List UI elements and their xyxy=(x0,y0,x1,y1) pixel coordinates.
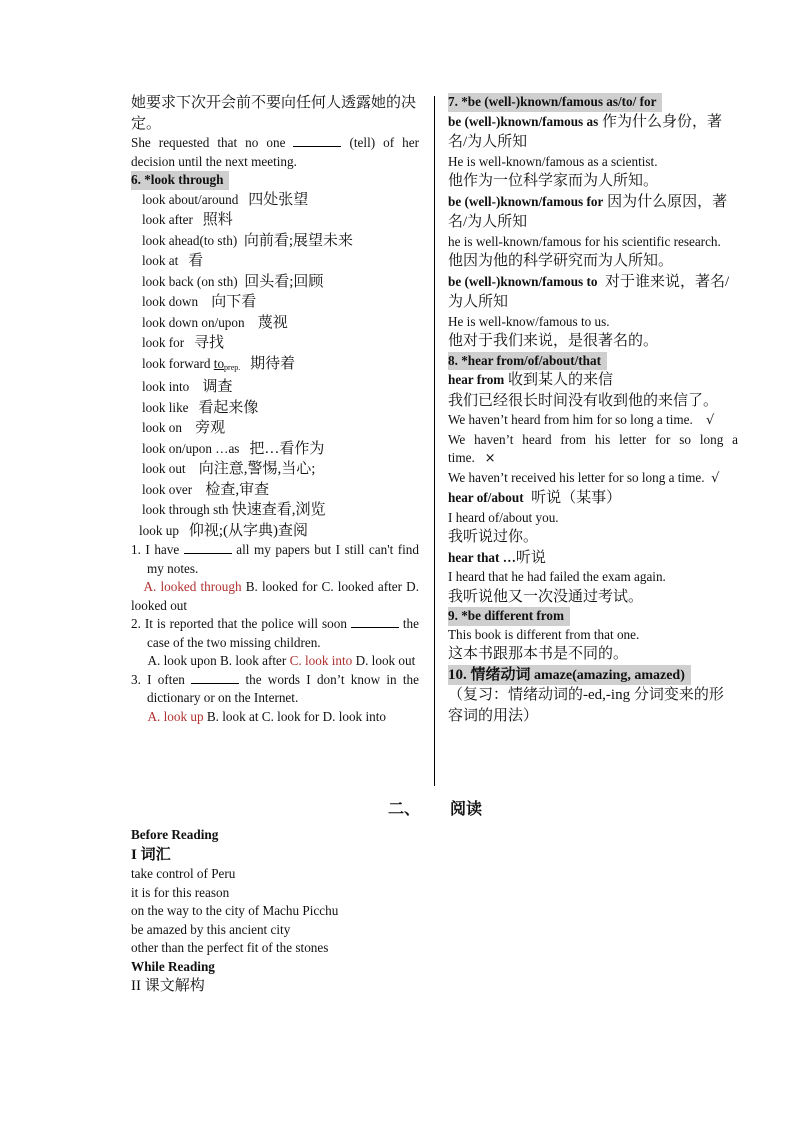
phrase-item: look like 看起来像 xyxy=(142,399,259,416)
heading-hear-from: 8. *hear from/of/about/that xyxy=(448,352,607,371)
phrase-item: look on/upon …as 把…看作为 xyxy=(142,440,325,457)
heading-look-through: 6. *look through xyxy=(131,171,229,190)
check-mark-icon: √ xyxy=(711,470,720,486)
phrase-item: look up 仰视;(从字典)查阅 xyxy=(139,522,308,539)
phrase-list xyxy=(131,190,419,542)
question-3-options: A. look up B. look at C. look for D. look into xyxy=(147,708,386,724)
phrase-item: look into 调查 xyxy=(142,379,233,395)
phrase-item: look on 旁观 xyxy=(142,420,226,436)
phrase-item: look out 向注意,警惕,当心; xyxy=(142,461,316,477)
vocab-item: it is for this reason xyxy=(131,884,230,900)
before-reading-heading: Before Reading xyxy=(131,827,219,842)
check-mark-icon: √ xyxy=(705,413,715,428)
phrase-item: look down 向下看 xyxy=(142,294,257,310)
vocab-item: take control of Peru xyxy=(131,866,236,881)
example-cn: 他对于我们来说，是很著名的。 xyxy=(448,333,659,349)
phrase-item: look for 寻找 xyxy=(142,335,225,351)
vocab-item: be amazed by this ancient city xyxy=(131,921,291,937)
example-en: He is well-know/famous to us. xyxy=(448,313,610,329)
question-3: 3. I often the words I don’t know in the dictionary or on the Internet. xyxy=(131,671,420,705)
review-note: （复习：情绪动词的-ed,-ing 分词变来的形容词的用法） xyxy=(448,687,724,724)
question-2: 2. It is reported that the police will soon the case of the two missing children. xyxy=(131,616,420,650)
sentence-correct: We haven’t heard from him for so long a time. √ xyxy=(448,412,715,428)
answer-blank xyxy=(351,615,399,628)
vocab-item: other than the perfect fit of the stones xyxy=(131,940,329,955)
vocab-item: on the way to the city of Machu Picchu xyxy=(131,903,339,918)
correct-answer: A. look up xyxy=(147,708,204,724)
question-2-options: A. look upon B. look after C. look into D. look out xyxy=(147,653,416,668)
sentence-correct: We haven’t received his letter for so long a time. √ xyxy=(448,469,720,486)
reading-section xyxy=(131,826,531,997)
example-cn: 他因为他的科学研究而为人所知。 xyxy=(448,253,674,269)
phrase-item: look at 看 xyxy=(142,253,204,269)
phrase-item: look over 检查,审查 xyxy=(142,481,270,498)
phrase-item: look after 照料 xyxy=(142,212,233,228)
right-column: 7. *be (well-)known/famous as/to/ for be (well-)known/famous as 作为什么身份，著名/为人所知 He is well-known/famous as a scientist. 他作为一位科学家而为人所知。 be (well-)known/famous for 因为什么原因，著名/为人所知 he is well-known/famous for his scientific research. 他因为他的科学研究而为人所知。 be (well-)known/famous to 对于谁来说，著名/为人所知 He is well-know/famous to us. 他对于我们来说，是很著名的。 8. *hear from/of/about/that hear from 收到某人的来信 我们已经很长时间没有收到他的来信了。 We haven’t heard from him for so long a time. √ We haven’t heard from his letter for so long a time. × We haven’t received his letter for so long a time. √ hear of/about 听说（某事） I heard of/about you. 我听说过你。 hear that …听说 I heard that he had failed the exam again. 我听说他又一次没通过考试。 9. *be different from This book is different from that one. 这本书跟那本书是不同的。 10. 情绪动词 amaze(amazing, amazed) （复习：情绪动词的-ed,-ing 分词变来的形容词的用法） xyxy=(448,93,738,726)
example-cn: 他作为一位科学家而为人所知。 xyxy=(448,173,659,189)
phrase-item: look ahead(to sth) 向前看;展望未来 xyxy=(142,232,353,249)
answer-blank xyxy=(293,134,341,147)
section-title: 二、 阅读 xyxy=(388,801,483,818)
correct-answer: C. look into xyxy=(289,653,353,668)
column-divider xyxy=(434,96,435,786)
phrase-item: look about/around 四处张望 xyxy=(142,191,309,208)
phrase-item: look forward $to_{prep.}$ 期待着 xyxy=(142,355,296,372)
phrase-item: look back (on sth) 回头看;回顾 xyxy=(142,273,324,290)
cross-mark-icon: × xyxy=(484,451,496,466)
example-en: He is well-known/famous as a scientist. xyxy=(448,153,658,169)
while-reading-heading: While Reading xyxy=(131,958,215,974)
heading-different-from: 9. *be different from xyxy=(448,607,570,626)
phrase-item: look through sth 快速查看,浏览 xyxy=(142,502,326,518)
intro-english: She requested that no one (tell) of her decision until the next meeting. xyxy=(131,135,420,169)
left-column xyxy=(131,93,419,726)
sentence-incorrect: We haven’t heard from his letter for so long a time. × xyxy=(448,431,738,466)
correct-answer: A. looked through xyxy=(143,579,242,594)
structure-heading: II 课文解构 xyxy=(131,978,205,994)
answer-blank xyxy=(191,671,239,684)
intro-chinese: 她要求下次开会前不要向任何人透露她的决定。 xyxy=(131,95,417,132)
example-en: he is well-known/famous for his scientific research. xyxy=(448,233,721,249)
vocab-heading: I 词汇 xyxy=(131,846,171,863)
heading-known-famous: 7. *be (well-)known/famous as/to/ for xyxy=(448,93,662,112)
question-1-options: A. looked through B. looked for C. looked after D. looked out xyxy=(131,579,419,613)
phrase-item: look down on/upon 蔑视 xyxy=(142,314,288,331)
question-1: 1. I have all my papers but I still can't find my notes. xyxy=(131,542,419,576)
answer-blank xyxy=(184,541,232,554)
heading-emotion-verbs: 10. 情绪动词 amaze(amazing, amazed) xyxy=(448,665,691,686)
